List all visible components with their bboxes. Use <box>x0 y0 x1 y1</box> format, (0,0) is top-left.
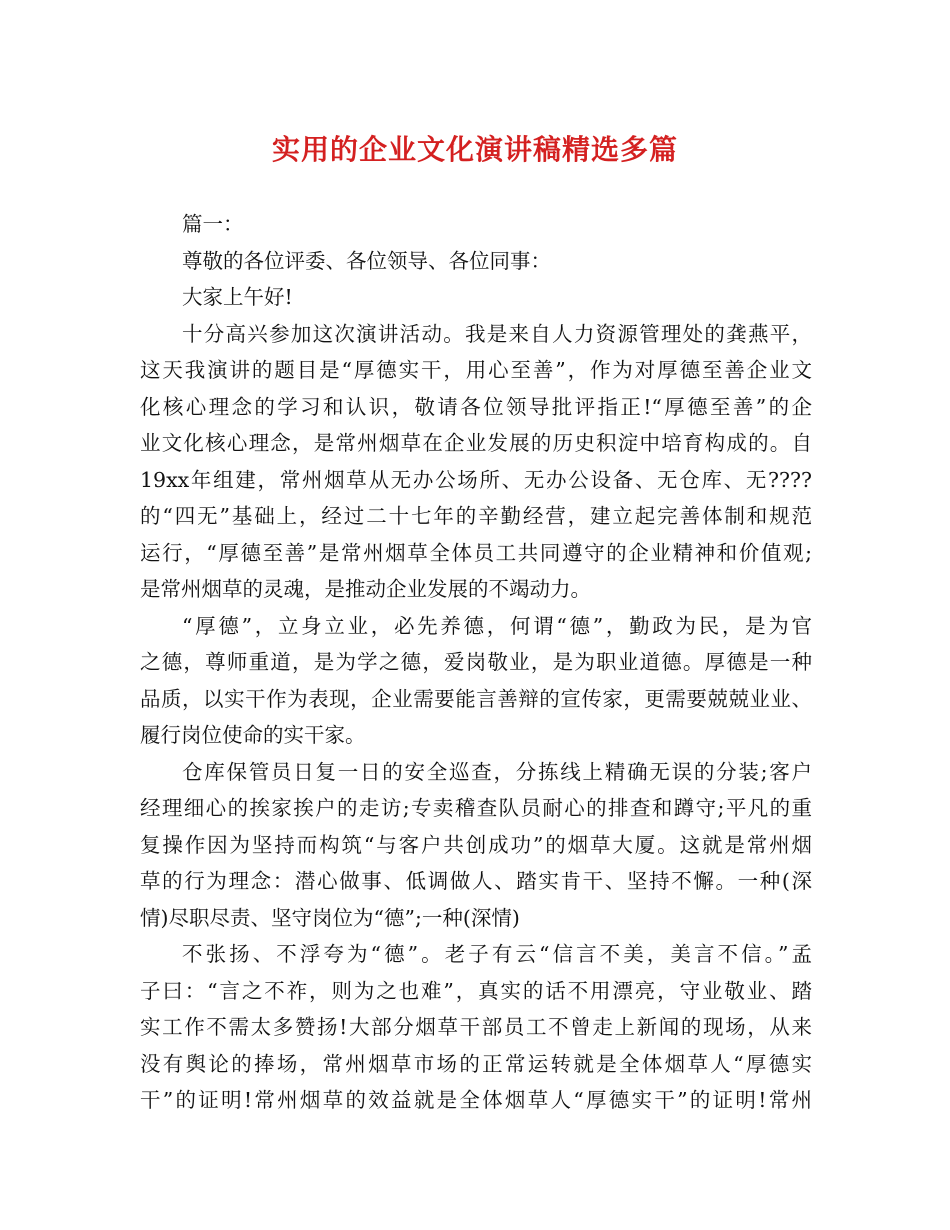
text-line: 情)尽职尽责、坚守岗位为“德”;一种(深情) <box>140 905 520 930</box>
section-heading: 篇一： <box>182 212 244 236</box>
text-line: 草的行为理念：潜心做事、低调做人、踏实肯干、坚持不懈。一种(深 <box>140 869 812 893</box>
text-line: 这天我演讲的题目是“厚德实干，用心至善”，作为对厚德至善企业文 <box>140 358 812 382</box>
text-line: “厚德”，立身立业，必先养德，何谓“德”，勤政为民，是为官 <box>182 613 812 638</box>
text-line: 的“四无”基础上，经过二十七年的辛勤经营，建立起完善体制和规范 <box>140 504 812 528</box>
text-line: 业文化核心理念，是常州烟草在企业发展的历史积淀中培育构成的。自 <box>140 431 812 455</box>
text-line: 19xx年组建，常州烟草从无办公场所、无办公设备、无仓库、无???? <box>140 467 812 492</box>
text-line: 复操作因为坚持而构筑“与客户共创成功”的烟草大厦。这就是常州烟 <box>140 832 812 857</box>
text-line: 仓库保管员日复一日的安全巡查，分拣线上精确无误的分装;客户 <box>182 759 812 784</box>
text-line: 运行，“厚德至善”是常州烟草全体员工共同遵守的企业精神和价值观; <box>140 540 812 565</box>
document-title: 实用的企业文化演讲稿精选多篇 <box>271 133 678 166</box>
text-line: 十分高兴参加这次演讲活动。我是来自人力资源管理处的龚燕平， <box>182 321 812 346</box>
text-line: 履行岗位使命的实干家。 <box>140 723 366 747</box>
text-line: 化核心理念的学习和认识，敬请各位领导批评指正!“厚德至善”的企 <box>140 394 812 419</box>
text-line: 之德，尊师重道，是为学之德，爱岗敬业，是为职业道德。厚德是一种 <box>140 650 812 674</box>
salutation: 尊敬的各位评委、各位领导、各位同事： <box>182 248 551 273</box>
document-body <box>140 206 812 1119</box>
text-line: 品质，以实干作为表现，企业需要能言善辩的宣传家，更需要兢兢业业、 <box>140 686 812 711</box>
text-line: 不张扬、不浮夸为“德”。老子有云“信言不美，美言不信。”孟 <box>182 942 812 966</box>
greeting: 大家上午好! <box>182 285 293 309</box>
text-line: 是常州烟草的灵魂，是推动企业发展的不竭动力。 <box>140 577 591 601</box>
text-line: 没有舆论的捧场，常州烟草市场的正常运转就是全体烟草人“厚德实 <box>140 1051 812 1076</box>
text-line: 子曰：“言之不祚，则为之也难”，真实的话不用漂亮，守业敬业、踏 <box>140 978 812 1003</box>
text-line: 实工作不需太多赞扬!大部分烟草干部员工不曾走上新闻的现场，从来 <box>140 1015 812 1039</box>
text-line: 经理细心的挨家挨户的走访;专卖稽查队员耐心的排查和蹲守;平凡的重 <box>140 796 812 820</box>
text-line: 干”的证明!常州烟草的效益就是全体烟草人“厚德实干”的证明!常州 <box>140 1088 812 1112</box>
